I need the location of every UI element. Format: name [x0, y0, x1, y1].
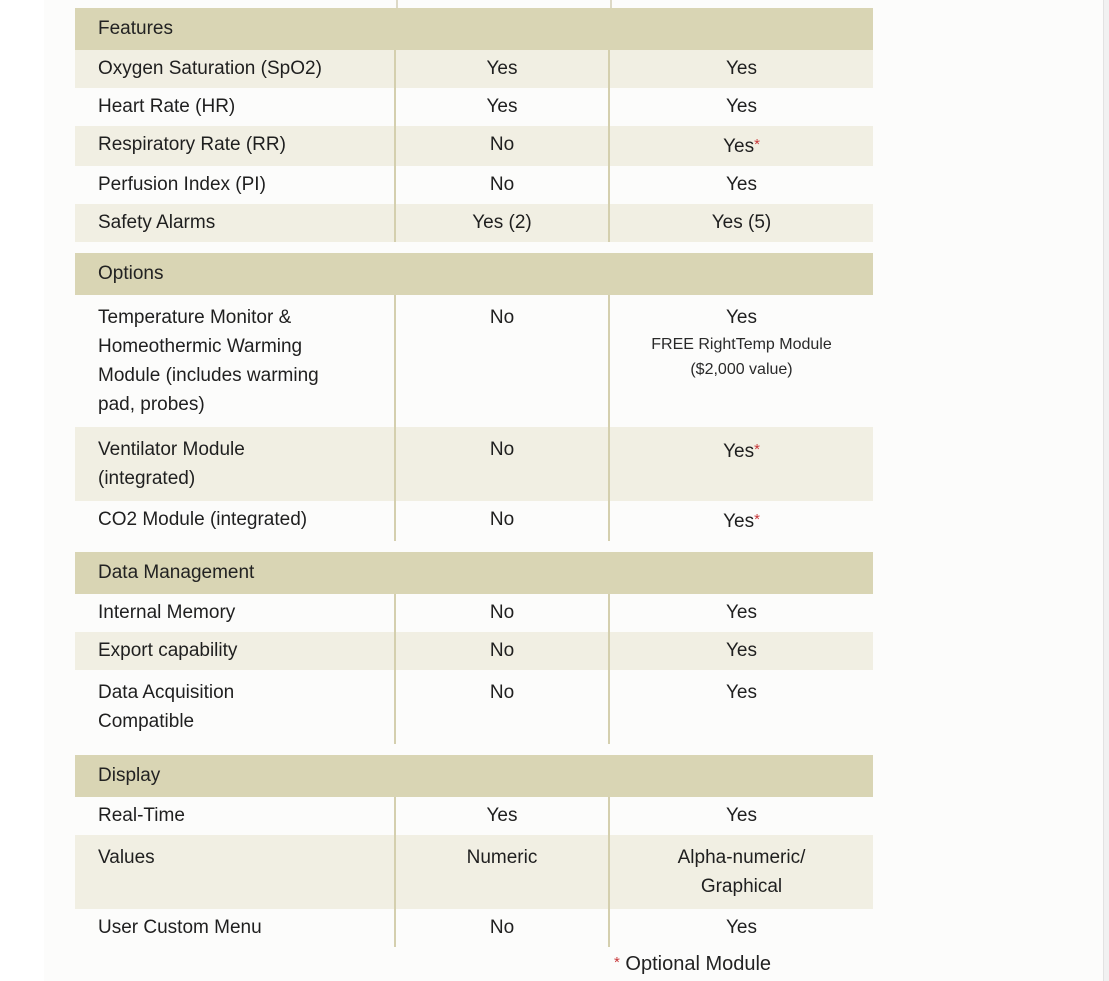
- cell-basic: No: [396, 126, 610, 166]
- asterisk: *: [754, 511, 760, 528]
- scrollbar-track[interactable]: [1103, 0, 1109, 981]
- asterisk: *: [614, 954, 620, 971]
- cell-advanced: [610, 126, 873, 166]
- cell-value: Yes: [726, 307, 757, 328]
- section-header-options: [75, 253, 873, 295]
- feature-label: Values: [75, 835, 396, 909]
- cell-advanced: [610, 501, 873, 541]
- table-row: [75, 632, 873, 670]
- feature-label: Oxygen Saturation (SpO2): [75, 50, 396, 88]
- column-divider: [610, 0, 612, 8]
- column-divider: [396, 0, 398, 8]
- cell-basic: Yes: [396, 50, 610, 88]
- feature-label: CO2 Module (integrated): [75, 501, 396, 541]
- feature-label: Perfusion Index (PI): [75, 166, 396, 204]
- feature-label: Ventilator Module (integrated): [75, 427, 396, 501]
- cell-advanced: [610, 427, 873, 501]
- table-row: [75, 88, 873, 126]
- table-row: [75, 501, 873, 541]
- feature-label: Safety Alarms: [75, 204, 396, 242]
- cell-advanced: Yes: [726, 96, 757, 117]
- cell-advanced: Alpha-numeric/ Graphical: [677, 847, 806, 897]
- cell-advanced: [610, 295, 873, 427]
- comparison-table: [75, 8, 873, 947]
- section-header-data-management: [75, 552, 873, 594]
- cell-basic: Yes: [396, 88, 610, 126]
- cell-basic: Yes: [396, 797, 610, 835]
- section-title: Display: [98, 765, 161, 786]
- cell-advanced: Yes: [726, 805, 757, 826]
- feature-label: Data Acquisition Compatible: [75, 670, 396, 744]
- cell-value: Yes: [723, 511, 755, 532]
- table-row: [75, 835, 873, 909]
- section-title: Options: [98, 263, 164, 284]
- cell-basic: Numeric: [396, 835, 610, 909]
- section-title: Data Management: [98, 562, 255, 583]
- cell-advanced: Yes: [726, 640, 757, 661]
- feature-label: Respiratory Rate (RR): [75, 126, 396, 166]
- footnote-text: Optional Module: [625, 953, 772, 975]
- table-row: [75, 295, 873, 427]
- table-row: [75, 797, 873, 835]
- table-row: [75, 166, 873, 204]
- asterisk: *: [754, 441, 760, 458]
- table-row: [75, 909, 873, 947]
- table-row: [75, 204, 873, 242]
- table-row: [75, 670, 873, 744]
- cell-basic: No: [396, 166, 610, 204]
- cell-advanced: Yes: [726, 917, 757, 938]
- cell-basic: No: [396, 594, 610, 632]
- cell-basic: No: [396, 632, 610, 670]
- cell-advanced: Yes: [726, 602, 757, 623]
- footnote: [614, 953, 771, 976]
- asterisk: *: [754, 136, 760, 153]
- cell-advanced: Yes: [726, 58, 757, 79]
- cell-value: Yes: [723, 136, 755, 157]
- promo-note: FREE RightTemp Module: [651, 336, 832, 353]
- cell-value: Yes: [723, 441, 755, 462]
- table-row: [75, 50, 873, 88]
- section-header-display: [75, 755, 873, 797]
- cell-basic: Yes (2): [396, 204, 610, 242]
- cell-basic: No: [396, 501, 610, 541]
- feature-label: Export capability: [75, 632, 396, 670]
- feature-label: Real-Time: [75, 797, 396, 835]
- promo-value: ($2,000 value): [690, 361, 793, 378]
- cell-basic: No: [396, 670, 610, 744]
- table-row: [75, 594, 873, 632]
- feature-label: Heart Rate (HR): [75, 88, 396, 126]
- cell-advanced: Yes: [726, 682, 757, 703]
- feature-label: User Custom Menu: [75, 909, 396, 947]
- section-header-features: [75, 8, 873, 50]
- feature-label: Temperature Monitor & Homeothermic Warming Module (includes warming pad, probes): [75, 295, 396, 427]
- cell-basic: No: [396, 909, 610, 947]
- section-title: Features: [98, 18, 173, 39]
- cell-basic: No: [396, 427, 610, 501]
- cell-advanced: Yes: [726, 174, 757, 195]
- table-row: [75, 427, 873, 501]
- table-row: [75, 126, 873, 166]
- feature-label: Internal Memory: [75, 594, 396, 632]
- cell-advanced: Yes (5): [711, 212, 772, 233]
- cell-basic: No: [396, 295, 610, 427]
